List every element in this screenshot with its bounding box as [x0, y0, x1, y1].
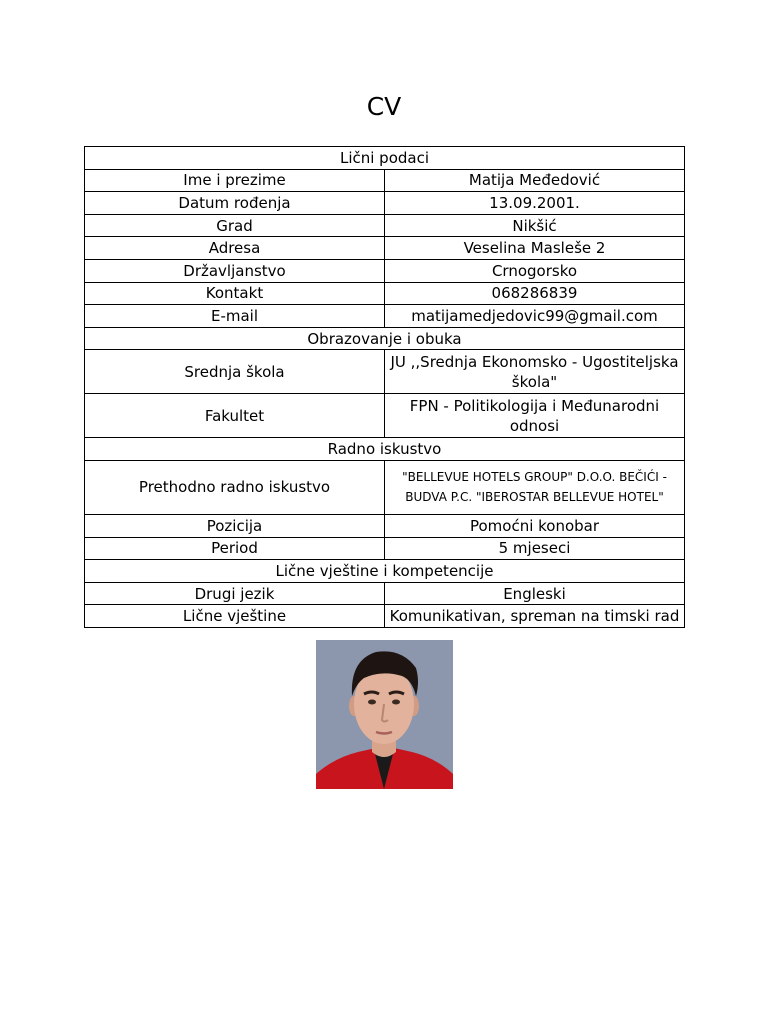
label-email: E-mail — [85, 305, 385, 328]
value-city: Nikšić — [385, 214, 685, 237]
table-row — [85, 259, 685, 282]
section-header-work: Radno iskustvo — [85, 438, 685, 461]
label-address: Adresa — [85, 237, 385, 260]
section-header-skills: Lične vještine i kompetencije — [85, 560, 685, 583]
cv-table — [84, 146, 685, 628]
value-position: Pomoćni konobar — [385, 514, 685, 537]
label-position: Pozicija — [85, 514, 385, 537]
value-personal-skills: Komunikativan, spreman na timski rad — [385, 605, 685, 628]
table-row — [85, 605, 685, 628]
value-period: 5 mjeseci — [385, 537, 685, 560]
table-row — [85, 214, 685, 237]
value-citizenship: Crnogorsko — [385, 259, 685, 282]
table-row — [85, 169, 685, 192]
label-birth-date: Datum rođenja — [85, 192, 385, 215]
value-full-name: Matija Međedović — [385, 169, 685, 192]
table-row — [85, 537, 685, 560]
value-other-language: Engleski — [385, 582, 685, 605]
value-high-school: JU ,,Srednja Ekonomsko - Ugostiteljska škola" — [385, 350, 685, 394]
label-faculty: Fakultet — [85, 394, 385, 438]
label-contact: Kontakt — [85, 282, 385, 305]
table-row — [85, 305, 685, 328]
table-row — [85, 350, 685, 394]
table-row — [85, 514, 685, 537]
value-address: Veselina Masleše 2 — [385, 237, 685, 260]
section-header-row — [85, 560, 685, 583]
label-other-language: Drugi jezik — [85, 582, 385, 605]
page-title: CV — [366, 92, 402, 121]
table-row — [85, 582, 685, 605]
value-previous-work: "BELLEVUE HOTELS GROUP" D.O.O. BEČIĆI - BUDVA P.C. "IBEROSTAR BELLEVUE HOTEL" — [385, 460, 685, 514]
label-high-school: Srednja škola — [85, 350, 385, 394]
section-header-row — [85, 327, 685, 350]
value-email: matijamedjedovic99@gmail.com — [385, 305, 685, 328]
label-full-name: Ime i prezime — [85, 169, 385, 192]
section-header-row — [85, 147, 685, 170]
label-city: Grad — [85, 214, 385, 237]
label-previous-work: Prethodno radno iskustvo — [85, 460, 385, 514]
table-row — [85, 282, 685, 305]
profile-photo — [316, 640, 453, 789]
table-row — [85, 192, 685, 215]
label-citizenship: Državljanstvo — [85, 259, 385, 282]
value-birth-date: 13.09.2001. — [385, 192, 685, 215]
table-row — [85, 237, 685, 260]
section-header-personal: Lični podaci — [85, 147, 685, 170]
section-header-education: Obrazovanje i obuka — [85, 327, 685, 350]
table-row — [85, 394, 685, 438]
label-personal-skills: Lične vještine — [85, 605, 385, 628]
section-header-row — [85, 438, 685, 461]
label-period: Period — [85, 537, 385, 560]
value-contact: 068286839 — [385, 282, 685, 305]
table-row — [85, 460, 685, 514]
value-faculty: FPN - Politikologija i Međunarodni odnosi — [385, 394, 685, 438]
